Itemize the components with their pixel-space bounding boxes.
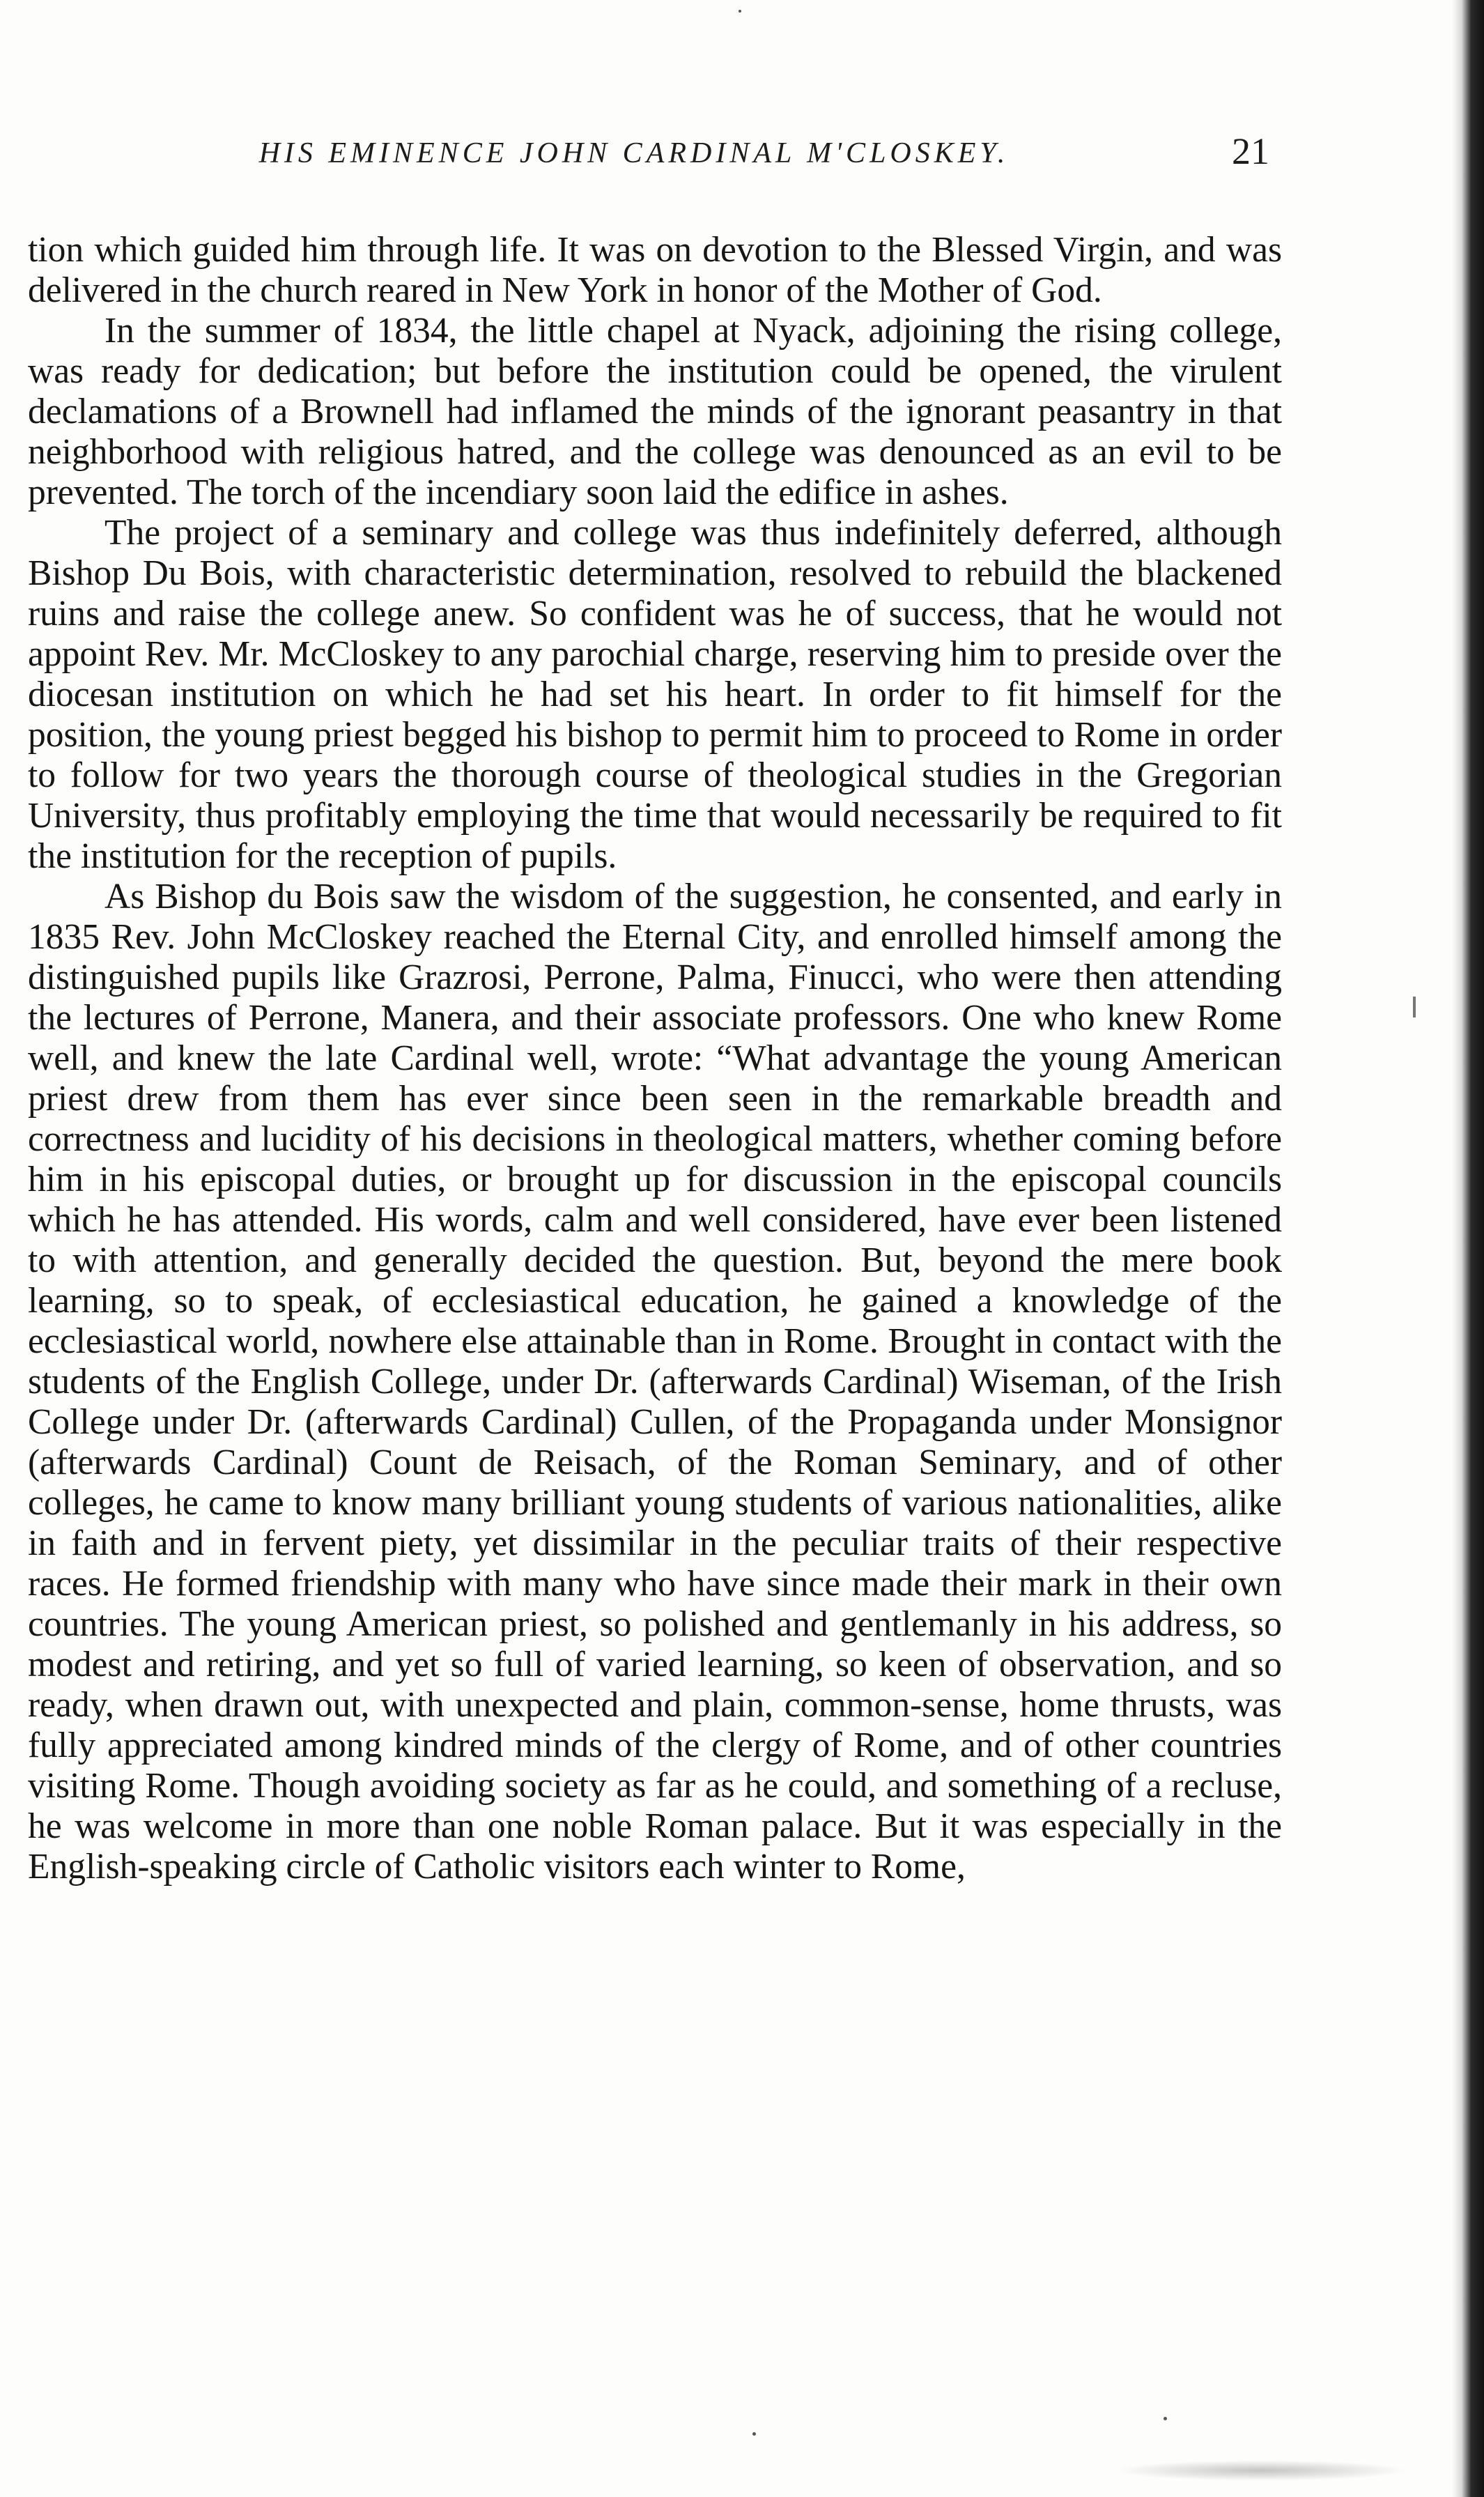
paragraph-seminary-project: The project of a seminary and college was thus indefinitely deferred, although Bishop Du Bois, with characteristic determination, resolved to rebuild the blackened ruins and raise the college anew. So confident was he of success, that he would not appoint Rev. Mr. McCloskey to any parochial charge, reserving him to preside over the diocesan institution on which he had set his heart. In order to fit himself for the position, the young priest begged his bishop to permit him to proceed to Rome in order to follow for two years the thorough course of theological studies in the Gregorian University, thus profitably employing the time that would necessarily be required to fit the institution for the reception of pupils.	[28, 513, 1282, 876]
page-edge-shadow	[1452, 0, 1484, 2497]
margin-mark	[1413, 997, 1416, 1017]
paragraph-continued: tion which guided him through life. It was on devotion to the Blessed Virgin, and was delivered in the church reared in New York in honor of the Mother of God.	[28, 230, 1282, 310]
paragraph-nyack-chapel: In the summer of 1834, the little chapel at Nyack, adjoining the rising college, was ready for dedication; but before the institution could be opened, the virulent declamations of a Brownell had inflamed the minds of the ignorant peasantry in that neighborhood with religious hatred, and the college was denounced as an evil to be prevented. The torch of the incendiary soon laid the edifice in ashes.	[28, 311, 1282, 512]
scan-speck	[1164, 2417, 1167, 2420]
paragraph-rome-studies: As Bishop du Bois saw the wisdom of the suggestion, he consented, and early in 1835 Rev. John McCloskey reached the Eternal City, and enrolled himself among the distinguished pupils like Grazrosi, Perrone, Palma, Finucci, who were then attending the lectures of Perrone, Manera, and their associate professors. One who knew Rome well, and knew the late Cardinal well, wrote: “What advantage the young American priest drew from them has ever since been seen in the remarkable breadth and correctness and lucidity of his decisions in theological matters, whether coming before him in his episcopal duties, or brought up for discussion in the episcopal councils which he has attended. His words, calm and well considered, have ever been listened to with attention, and generally decided the question. But, beyond the mere book learning, so to speak, of ecclesiastical education, he gained a knowledge of the ecclesiastical world, nowhere else attainable than in Rome. Brought in contact with the students of the English College, under Dr. (afterwards Cardinal) Wiseman, of the Irish College under Dr. (afterwards Cardinal) Cullen, of the Propaganda under Monsignor (afterwards Cardinal) Count de Reisach, of the Roman Seminary, and of other colleges, he came to know many brilliant young students of various nationalities, alike in faith and in fervent piety, yet dissimilar in the peculiar traits of their respective races. He formed friendship with many who have since made their mark in their own countries. The young American priest, so polished and gentlemanly in his address, so modest and retiring, and yet so full of varied learning, so keen of observation, and so ready, when drawn out, with unexpected and plain, common-sense, home thrusts, was fully appreciated among kindred minds of the clergy of Rome, and of other countries visiting Rome. Though avoiding society as far as he could, and something of a recluse, he was welcome in more than one noble Roman palace. But it was especially in the English-speaking circle of Catholic visitors each winter to Rome,	[28, 877, 1282, 1887]
body-text	[28, 230, 1282, 1887]
scan-speck	[752, 2432, 756, 2436]
page-number: 21	[1232, 130, 1269, 172]
running-title: HIS EMINENCE JOHN CARDINAL M'CLOSKEY.	[258, 137, 1010, 169]
scan-smudge	[1115, 2460, 1407, 2481]
scan-speck	[739, 10, 741, 13]
